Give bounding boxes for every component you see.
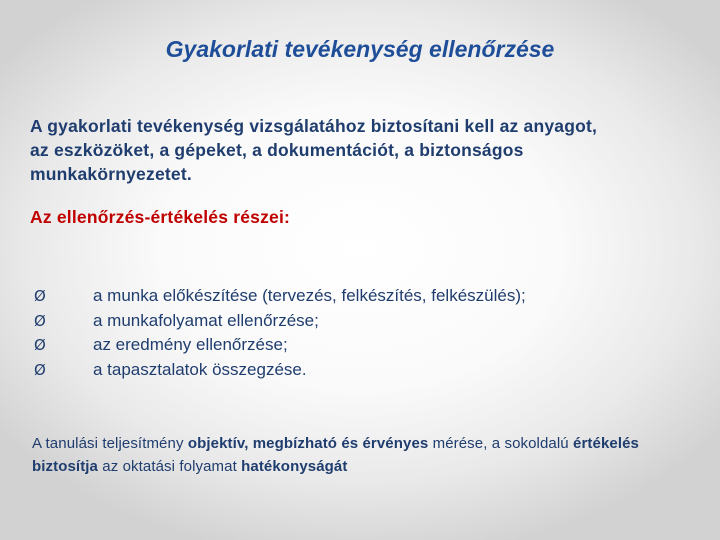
list-item-text: a munka előkészítése (tervezés, felkészítés, felkészülés);	[93, 286, 526, 305]
footer-text: mérése, a sokoldalú	[428, 435, 574, 452]
list-item-text: a munkafolyamat ellenőrzése;	[93, 310, 319, 330]
section-subheading: Az ellenőrzés-értékelés részei:	[30, 207, 291, 227]
intro-paragraph	[30, 114, 690, 186]
list-item-text: a tapasztalatok összegzése.	[93, 359, 307, 379]
parts-list	[34, 284, 526, 382]
arrow-bullet-icon: Ø	[34, 311, 46, 330]
footer-note	[32, 432, 682, 478]
arrow-bullet-icon: Ø	[34, 336, 46, 354]
intro-line: az eszközöket, a gépeket, a dokumentációt, a biztonságos	[30, 140, 524, 160]
list-item	[34, 284, 526, 309]
list-item	[34, 333, 526, 358]
footer-text: A tanulási teljesítmény	[32, 435, 188, 452]
list-item	[34, 358, 526, 383]
footer-text: az oktatási folyamat	[98, 458, 242, 475]
arrow-bullet-icon: Ø	[34, 360, 46, 379]
footer-emphasis: objektív, megbízható és érvényes	[187, 435, 429, 452]
intro-line: munkakörnyezetet.	[30, 164, 192, 184]
list-item-text: az eredmény ellenőrzése;	[93, 335, 288, 354]
list-item	[34, 309, 526, 334]
slide-title: Gyakorlati tevékenység ellenőrzése	[165, 36, 555, 62]
intro-line: A gyakorlati tevékenység vizsgálatához biztosítani kell az anyagot,	[30, 116, 598, 136]
arrow-bullet-icon: Ø	[34, 287, 46, 305]
footer-emphasis: értékelés biztosítja	[32, 435, 639, 475]
footer-emphasis: hatékonyságát	[241, 458, 348, 475]
